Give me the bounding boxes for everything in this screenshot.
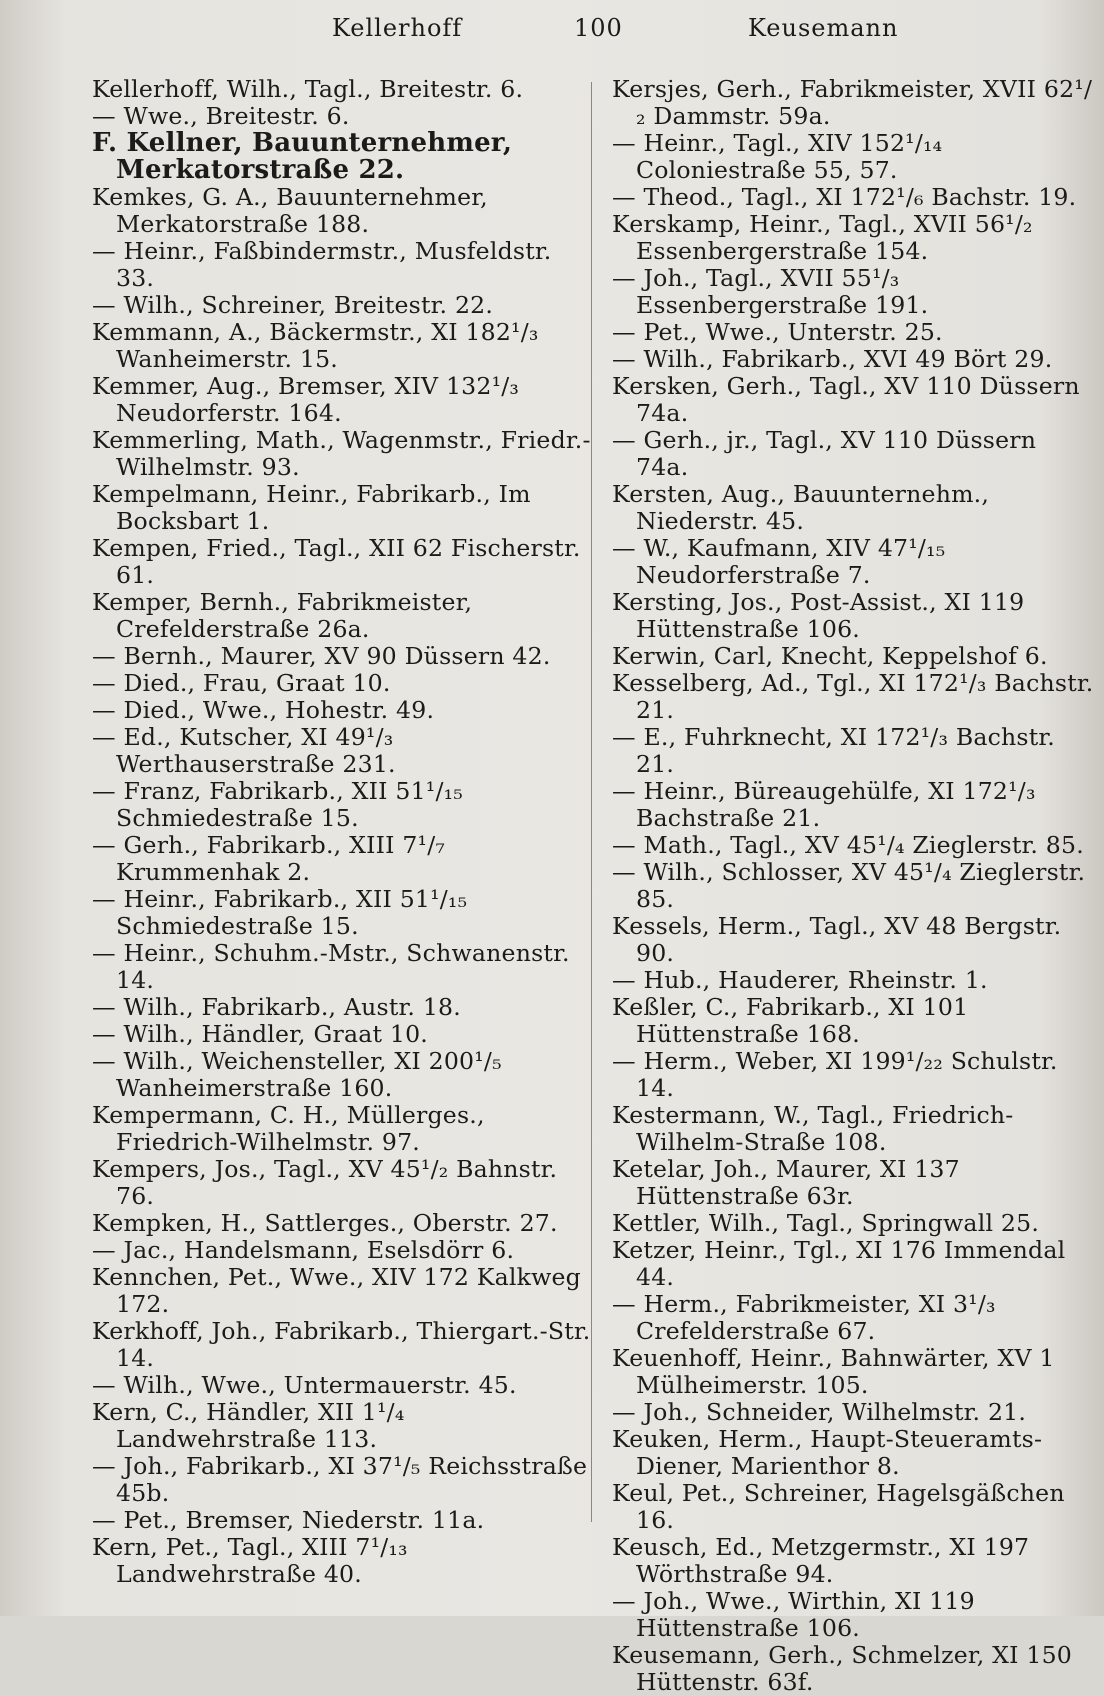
directory-entry: — E., Fuhrknecht, XI 172¹/₃ Bachstr. 21. (612, 723, 1056, 778)
directory-entry: — Pet., Bremser, Niederstr. 11a. (92, 1506, 485, 1534)
directory-entry: Keusemann, Gerh., Schmelzer, XI 150 Hüttenstr. 63f. (612, 1641, 1073, 1696)
directory-entry: — Heinr., Faßbindermstr., Musfeldstr. 33. (92, 237, 552, 292)
directory-entry: — Joh., Wwe., Wirthin, XI 119 Hüttenstraße 106. (612, 1587, 975, 1642)
directory-entry: Keßler, C., Fabrikarb., XI 101 Hüttenstraße 168. (612, 993, 969, 1048)
directory-entry: — Gerh., Fabrikarb., XIII 7¹/₇ Krummenhak 2. (92, 831, 446, 886)
directory-entry: Kemmer, Aug., Bremser, XIV 132¹/₃ Neudorferstr. 164. (92, 372, 520, 427)
directory-entry: — Franz, Fabrikarb., XII 51¹/₁₅ Schmiedestraße 15. (92, 777, 463, 832)
header-first-entry: Kellerhoff (332, 14, 463, 42)
directory-entry: Kempken, H., Sattlerges., Oberstr. 27. (92, 1209, 558, 1237)
directory-entry: — W., Kaufmann, XIV 47¹/₁₅ Neudorferstraße 7. (612, 534, 946, 589)
directory-entry: Kersten, Aug., Bauunternehm., Niederstr. 45. (612, 480, 990, 535)
directory-entry: Kempen, Fried., Tagl., XII 62 Fischerstr. 61. (92, 534, 581, 589)
directory-entry: — Wilh., Händler, Graat 10. (92, 1020, 429, 1048)
header-last-entry: Keusemann (748, 14, 899, 42)
directory-entry: — Heinr., Tagl., XIV 152¹/₁₄ Coloniestraße 55, 57. (612, 129, 943, 184)
directory-entry: — Wilh., Wwe., Untermauerstr. 45. (92, 1371, 517, 1399)
directory-entry: — Wilh., Schreiner, Breitestr. 22. (92, 291, 494, 319)
directory-entry: Keuken, Herm., Haupt-Steueramts-Diener, Marienthor 8. (612, 1425, 1043, 1480)
directory-entry: — Wilh., Schlosser, XV 45¹/₄ Zieglerstr. 85. (612, 858, 1086, 913)
left-column (92, 76, 592, 1588)
directory-entry: Kesselberg, Ad., Tgl., XI 172¹/₃ Bachstr. 21. (612, 669, 1094, 724)
directory-entry: — Hub., Hauderer, Rheinstr. 1. (612, 966, 988, 994)
directory-entry: — Heinr., Büreaugehülfe, XI 172¹/₃ Bachstraße 21. (612, 777, 1036, 832)
directory-entry: Kettler, Wilh., Tagl., Springwall 25. (612, 1209, 1040, 1237)
directory-entry: — Heinr., Schuhm.-Mstr., Schwanenstr. 14. (92, 939, 570, 994)
directory-entry: — Wwe., Breitestr. 6. (92, 102, 350, 130)
directory-entry: F. Kellner, Bauunternehmer, Merkatorstraße 22. (92, 128, 513, 185)
directory-entry: Keuenhoff, Heinr., Bahnwärter, XV 1 Mülheimerstr. 105. (612, 1344, 1055, 1399)
directory-entry: — Bernh., Maurer, XV 90 Düssern 42. (92, 642, 551, 670)
directory-entry: — Herm., Fabrikmeister, XI 3¹/₃ Crefelderstraße 67. (612, 1290, 996, 1345)
page-header (0, 14, 1104, 54)
directory-entry: Keusch, Ed., Metzgermstr., XI 197 Wörthstraße 94. (612, 1533, 1030, 1588)
directory-entry: Kessels, Herm., Tagl., XV 48 Bergstr. 90. (612, 912, 1062, 967)
directory-entry: Kemkes, G. A., Bauunternehmer, Merkatorstraße 188. (92, 183, 488, 238)
directory-entry: — Wilh., Fabrikarb., Austr. 18. (92, 993, 461, 1021)
directory-entry: Kennchen, Pet., Wwe., XIV 172 Kalkweg 172. (92, 1263, 581, 1318)
directory-entry: Ketzer, Heinr., Tgl., XI 176 Immendal 44. (612, 1236, 1066, 1291)
directory-entry: Kemper, Bernh., Fabrikmeister, Crefelderstraße 26a. (92, 588, 473, 643)
directory-entry: — Pet., Wwe., Unterstr. 25. (612, 318, 943, 346)
directory-entry: — Joh., Schneider, Wilhelmstr. 21. (612, 1398, 1027, 1426)
directory-entry: Kerwin, Carl, Knecht, Keppelshof 6. (612, 642, 1048, 670)
directory-entry: Kern, Pet., Tagl., XIII 7¹/₁₃ Landwehrstraße 40. (92, 1533, 408, 1588)
directory-entry: Kemmann, A., Bäckermstr., XI 182¹/₃ Wanheimerstr. 15. (92, 318, 539, 373)
directory-entry: Kellerhoff, Wilh., Tagl., Breitestr. 6. (92, 75, 524, 103)
directory-entry: — Died., Wwe., Hohestr. 49. (92, 696, 435, 724)
page-number: 100 (574, 14, 623, 42)
directory-entry: Keul, Pet., Schreiner, Hagelsgäßchen 16. (612, 1479, 1065, 1534)
directory-entry: — Wilh., Weichensteller, XI 200¹/₅ Wanheimerstraße 160. (92, 1047, 502, 1102)
directory-entry: Kersting, Jos., Post-Assist., XI 119 Hüttenstraße 106. (612, 588, 1025, 643)
directory-entry: Kempelmann, Heinr., Fabrikarb., Im Bocksbart 1. (92, 480, 531, 535)
directory-entry: — Heinr., Fabrikarb., XII 51¹/₁₅ Schmiedestraße 15. (92, 885, 468, 940)
directory-entry: Kerkhoff, Joh., Fabrikarb., Thiergart.-Str. 14. (92, 1317, 591, 1372)
directory-entry: — Math., Tagl., XV 45¹/₄ Zieglerstr. 85. (612, 831, 1084, 859)
directory-entry: Kersken, Gerh., Tagl., XV 110 Düssern 74a. (612, 372, 1080, 427)
right-column (612, 76, 1094, 1696)
directory-entry: — Wilh., Fabrikarb., XVI 49 Bört 29. (612, 345, 1053, 373)
directory-entry: — Joh., Tagl., XVII 55¹/₃ Essenbergerstraße 191. (612, 264, 929, 319)
directory-entry: Kern, C., Händler, XII 1¹/₄ Landwehrstraße 113. (92, 1398, 405, 1453)
directory-entry: — Herm., Weber, XI 199¹/₂₂ Schulstr. 14. (612, 1047, 1058, 1102)
directory-entry: — Died., Frau, Graat 10. (92, 669, 391, 697)
directory-entry: Ketelar, Joh., Maurer, XI 137 Hüttenstraße 63r. (612, 1155, 960, 1210)
directory-entry: — Gerh., jr., Tagl., XV 110 Düssern 74a. (612, 426, 1037, 481)
directory-entry: — Theod., Tagl., XI 172¹/₆ Bachstr. 19. (612, 183, 1077, 211)
directory-entry: Kestermann, W., Tagl., Friedrich-Wilhelm-Straße 108. (612, 1101, 1014, 1156)
directory-entry: Kempermann, C. H., Müllerges., Friedrich-Wilhelmstr. 97. (92, 1101, 485, 1156)
directory-entry: Kersjes, Gerh., Fabrikmeister, XVII 62¹/₂ Dammstr. 59a. (612, 75, 1093, 130)
directory-entry: Kempers, Jos., Tagl., XV 45¹/₂ Bahnstr. 76. (92, 1155, 558, 1210)
directory-entry: — Ed., Kutscher, XI 49¹/₃ Werthauserstraße 231. (92, 723, 396, 778)
directory-entry: — Jac., Handelsmann, Eselsdörr 6. (92, 1236, 515, 1264)
directory-entry: Kemmerling, Math., Wagenmstr., Friedr.-Wilhelmstr. 93. (92, 426, 591, 481)
directory-entry: — Joh., Fabrikarb., XI 37¹/₅ Reichsstraße 45b. (92, 1452, 588, 1507)
directory-entry: Kerskamp, Heinr., Tagl., XVII 56¹/₂ Essenbergerstraße 154. (612, 210, 1033, 265)
